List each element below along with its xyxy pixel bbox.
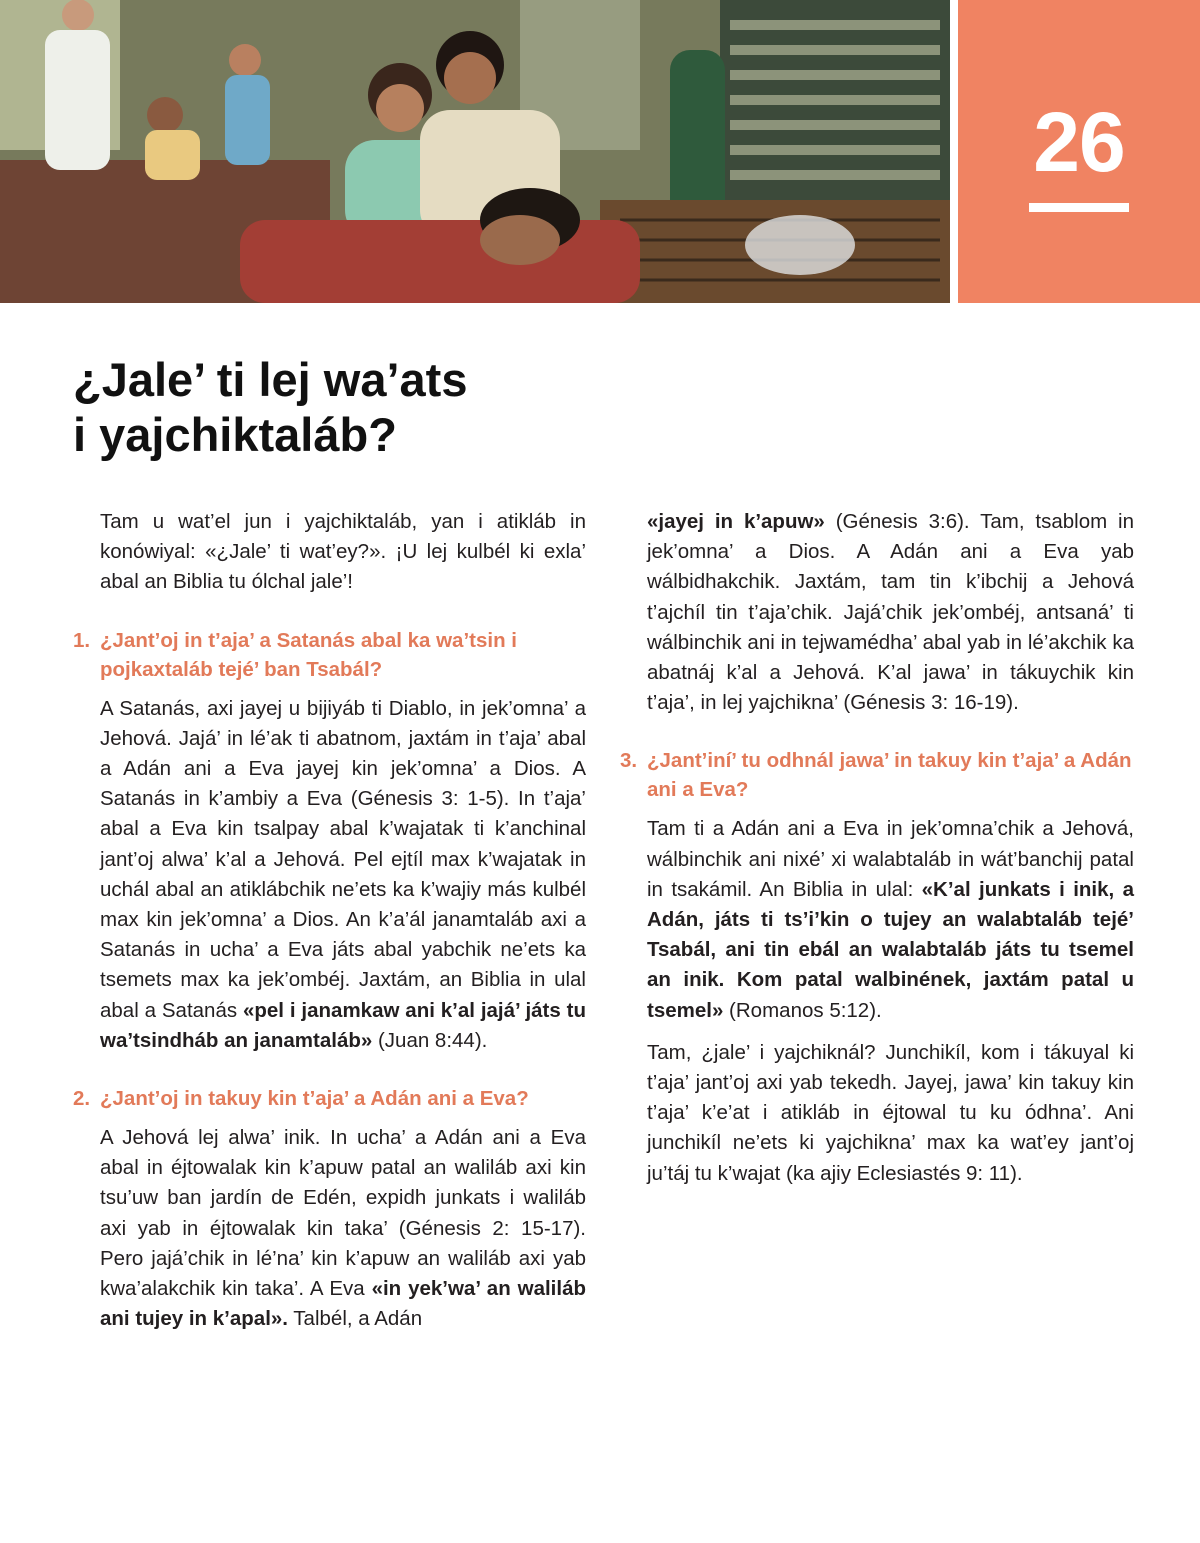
section-1-question-text: ¿Jant’oj in t’aja’ a Satanás abal ka wa’tsin i pojkaxtaláb tejé’ ban Tsabál? bbox=[100, 628, 517, 681]
section-2-quote-2: «jayej in k’apuw» bbox=[647, 510, 825, 533]
section-2-question-text: ¿Jant’oj in takuy kin t’aja’ a Adán ani a Eva? bbox=[100, 1087, 529, 1111]
section-3-question-text: ¿Jant’iní’ tu odhnál jawa’ in takuy kin t’aja’ a Adán ani a Eva? bbox=[647, 749, 1132, 802]
section-2-number: 2. bbox=[73, 1087, 91, 1111]
section-1-quote: «pel i janamkaw ani k’al jajá’ játs tu wa’tsindháb an janamtaláb» bbox=[100, 998, 586, 1052]
column-right bbox=[620, 507, 1134, 1201]
section-3-paragraph-2: Tam, ¿jale’ i yajchiknál? Junchikíl, kom i tákuyal ki t’aja’ jant’oj axi yab tekedh. Jayej, jawa’ kin takuy kin t’aja’ k’e’at i atikláb in éjtowal tu ku ódhna’. Ani junchikíl ne’ets ki yajchikna’ max ka wat’ey jant’oj ju’táj tu k’wajat (ka ajiy Eclesiastés 9: 11). bbox=[647, 1040, 1134, 1185]
section-2-question bbox=[73, 1084, 586, 1113]
section-3-text-a: Tam ti a Adán ani a Eva in jek’omna’chik a Jehová, wálbinchik ani nixé’ xi walabtaláb in wát’banchij patal in tsakámil. An Biblia in ulal: bbox=[647, 817, 1134, 901]
section-3-number: 3. bbox=[620, 749, 638, 773]
section-1-ref: (Juan 8:44). bbox=[372, 1028, 488, 1052]
section-2-quote-1: «in yek’wa’ an waliláb ani tujey in k’apal». bbox=[100, 1277, 586, 1331]
intro-paragraph: Tam u wat’el jun i yajchiktaláb, yan i atikláb in konówiyal: «¿Jale’ ti wat’ey?». ¡U lej kulbél ki exla’ abal an Biblia tu ólchal jale’! bbox=[100, 510, 586, 594]
hospital-scene-illustration bbox=[0, 0, 950, 303]
section-3-paragraph-1 bbox=[620, 814, 1134, 1025]
section-2-text-b: Talbél, a Adán bbox=[287, 1307, 423, 1331]
section-2-text-c: (Génesis 3:6). Tam, tsablom in jek’omna’ a Dios. A Adán ani a Eva yab wálbidhakchik. Jaxtám, tam tin k’ibchij a Jehová t’ajchíl tin t’aja’chik. Jajá’chik jek’ombéj, antsaná’ ti wálbinchik ani in tejwamédha’ abal yab in lé’akchik ka abatnáj k’al a Jehová. K’al jawa’ in tákuychik kin t’aja’, in lej yajchikna’ (Génesis 3: 16-19). bbox=[647, 510, 1134, 715]
lesson-number: 26 bbox=[1033, 95, 1125, 189]
section-3-quote: «K’al junkats i inik, a Adán, játs ti ts’i’kin o tujey an walabtaláb tejé’ Tsabál, ani tin ebál an walabtaláb játs tu tsemel an inik. Kom patal walbinének, jaxtám patal u tsemel» bbox=[647, 877, 1134, 1022]
section-3-question bbox=[620, 746, 1134, 804]
lesson-number-badge bbox=[958, 0, 1200, 303]
page-title bbox=[73, 352, 673, 462]
page-title-line2: i yajchiktaláb? bbox=[73, 408, 397, 461]
page-title-line1: ¿Jale’ ti lej wa’ats bbox=[73, 353, 468, 406]
column-left bbox=[73, 507, 586, 1346]
section-1-number: 1. bbox=[73, 628, 91, 652]
section-3-ref: (Romanos 5:12). bbox=[723, 998, 882, 1022]
section-1-paragraph bbox=[73, 694, 586, 1056]
section-2-paragraph-start bbox=[73, 1123, 586, 1334]
lesson-number-underline bbox=[1029, 203, 1129, 212]
hospital-scene-photo bbox=[0, 0, 950, 303]
section-2-text-a: A Jehová lej alwa’ inik. In ucha’ a Adán ani a Eva abal in éjtowalak kin k’apuw patal an waliláb axi kin tsu’uw ban jardín de Edén, expidh junkats i waliláb axi yab in éjtowalak kin taka’ (Génesis 2: 15-17). Pero jajá’chik in lé’na’ kin k’apuw an waliláb axi yab kwa’alakchik kin taka’. A Eva bbox=[100, 1126, 586, 1301]
section-1-question bbox=[73, 626, 586, 684]
section-2-paragraph-continued bbox=[620, 507, 1134, 718]
section-1-text: A Satanás, axi jayej u bijiyáb ti Diablo, in jek’omna’ a Jehová. Jajá’ in lé’ak ti abatnom, jaxtám in t’aja’ abal a Adán ani a Eva jayej kin jek’omna’ a Dios. A Satanás in k’ambiy a Eva (Génesis 3: 1-5). In t’aja’ abal a Eva kin tsalpay abal k’wajatak ti k’anchinal jant’oj alwa’ k’al a Jehová. Pel ejtíl max k’wajatak in uchál abal an atiklábchik ne’ets ka k’wajiy más kulbél max kin jek’omna’ a Dios. An k’a’ál janamtaláb axi a Satanás in ucha’ a Eva játs abal yabchik ne’ets ka tsemets max ka jek’ombéj. Jaxtám, an Biblia in ulal abal a Satanás bbox=[100, 696, 586, 1022]
